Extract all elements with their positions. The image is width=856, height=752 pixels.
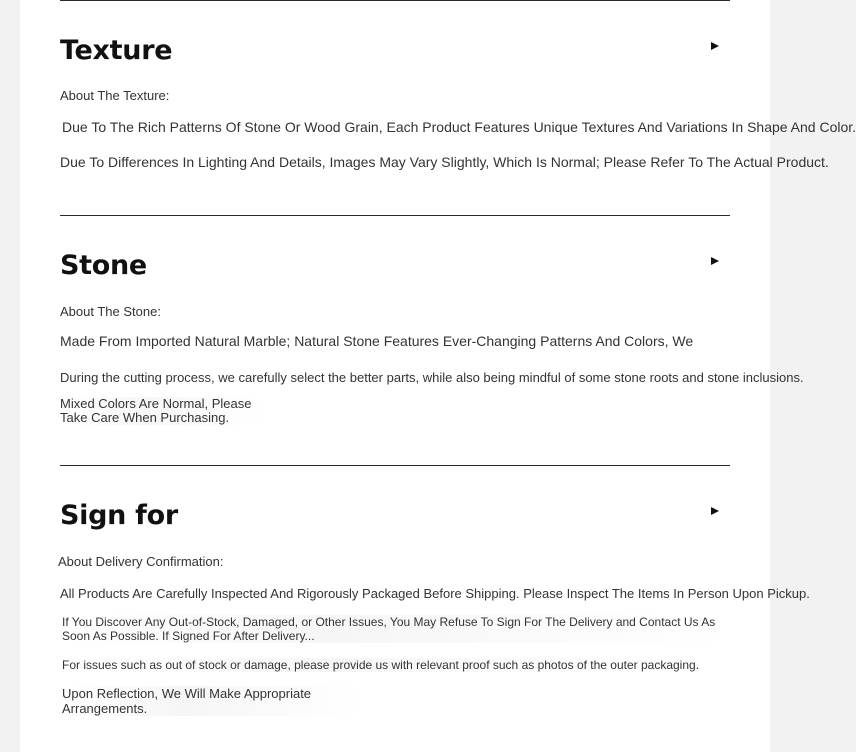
texture-line-1: Due To The Rich Patterns Of Stone Or Wood Grain, Each Product Features Unique Textures And Variations In Shape And Color. (62, 119, 856, 135)
product-info-page (20, 0, 856, 752)
stone-subtitle: About The Stone: (60, 304, 161, 319)
delivery-note-1-line-1: If You Discover Any Out-of-Stock, Damaged, or Other Issues, You May Refuse To Sign For The Delivery and Contact Us As (62, 615, 716, 629)
stone-note-line-2: Take Care When Purchasing. (60, 410, 230, 425)
delivery-note-3-line-2: Arrangements. (62, 701, 148, 716)
section-title-sign-for: Sign for (60, 500, 178, 531)
stone-line-2: During the cutting process, we carefully select the better parts, while also being mindful of some stone roots and stone inclusions. (60, 370, 804, 385)
delivery-subtitle: About Delivery Confirmation: (58, 554, 224, 569)
stone-line-1: Made From Imported Natural Marble; Natural Stone Features Ever-Changing Patterns And Colors, We (60, 333, 694, 349)
expand-arrow-icon[interactable] (710, 41, 722, 53)
delivery-note-1 (62, 615, 732, 643)
expand-arrow-icon[interactable] (710, 256, 722, 268)
stone-note-line-1: Mixed Colors Are Normal, Please (60, 396, 252, 411)
section-divider (60, 465, 730, 466)
delivery-note-2: For issues such as out of stock or damage, please provide us with relevant proof such as photos of the outer packaging. (62, 658, 700, 672)
section-divider (60, 215, 730, 216)
delivery-note-3-line-1: Upon Reflection, We Will Make Appropriate (62, 686, 312, 701)
texture-line-2: Due To Differences In Lighting And Details, Images May Vary Slightly, Which Is Normal; Please Refer To The Actual Product. (60, 154, 829, 170)
stone-note (60, 397, 265, 425)
delivery-note-1-line-2: Soon As Possible. If Signed For After Delivery... (62, 629, 315, 643)
expand-arrow-icon[interactable] (710, 506, 722, 518)
section-title-stone: Stone (60, 250, 147, 281)
section-title-texture: Texture (60, 35, 173, 66)
delivery-line-1: All Products Are Carefully Inspected And Rigorously Packaged Before Shipping. Please Inspect The Items In Person Upon Pickup. (60, 586, 810, 601)
texture-subtitle: About The Texture: (60, 88, 170, 103)
section-divider (60, 0, 730, 1)
delivery-note-3 (62, 686, 362, 716)
